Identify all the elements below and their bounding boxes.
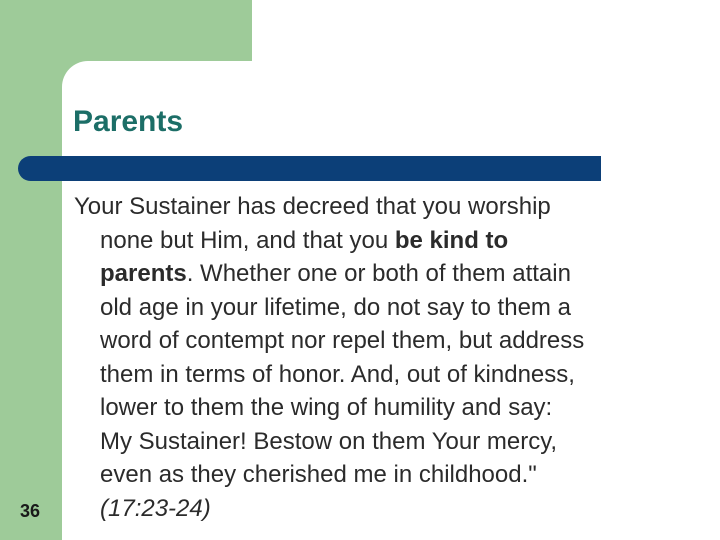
slide-title: Parents [73, 105, 184, 138]
slide-number: 36 [19, 501, 41, 521]
body-line-8: My Sustainer! Bestow on them Your mercy, [100, 427, 558, 455]
body-line-7: lower to them the wing of humility and say: [100, 394, 553, 421]
body-line-2 [74, 224, 694, 258]
title-divider-bar [18, 156, 601, 181]
body-line-6: them in terms of honor. And, out of kindness, [100, 360, 575, 388]
verse-citation [74, 492, 694, 526]
emphasis-be-kind-to: be kind to [394, 226, 509, 254]
body-line-2-text: none but Him, and that you [100, 226, 395, 254]
body-line-3-text: . Whether one or both of them attain [186, 260, 571, 287]
body-line-1: Your Sustainer has decreed that you worship [74, 193, 551, 220]
body-line-3 [74, 257, 694, 291]
citation-text: (17:23-24) [100, 494, 211, 522]
body-line-9: even as they cherished me in childhood." [100, 461, 537, 488]
body-line-5: word of contempt nor repel them, but address [100, 327, 585, 354]
body-line-4: old age in your lifetime, do not say to them a [100, 293, 571, 321]
slide-body-text [74, 190, 694, 525]
emphasis-parents: parents [100, 260, 187, 287]
